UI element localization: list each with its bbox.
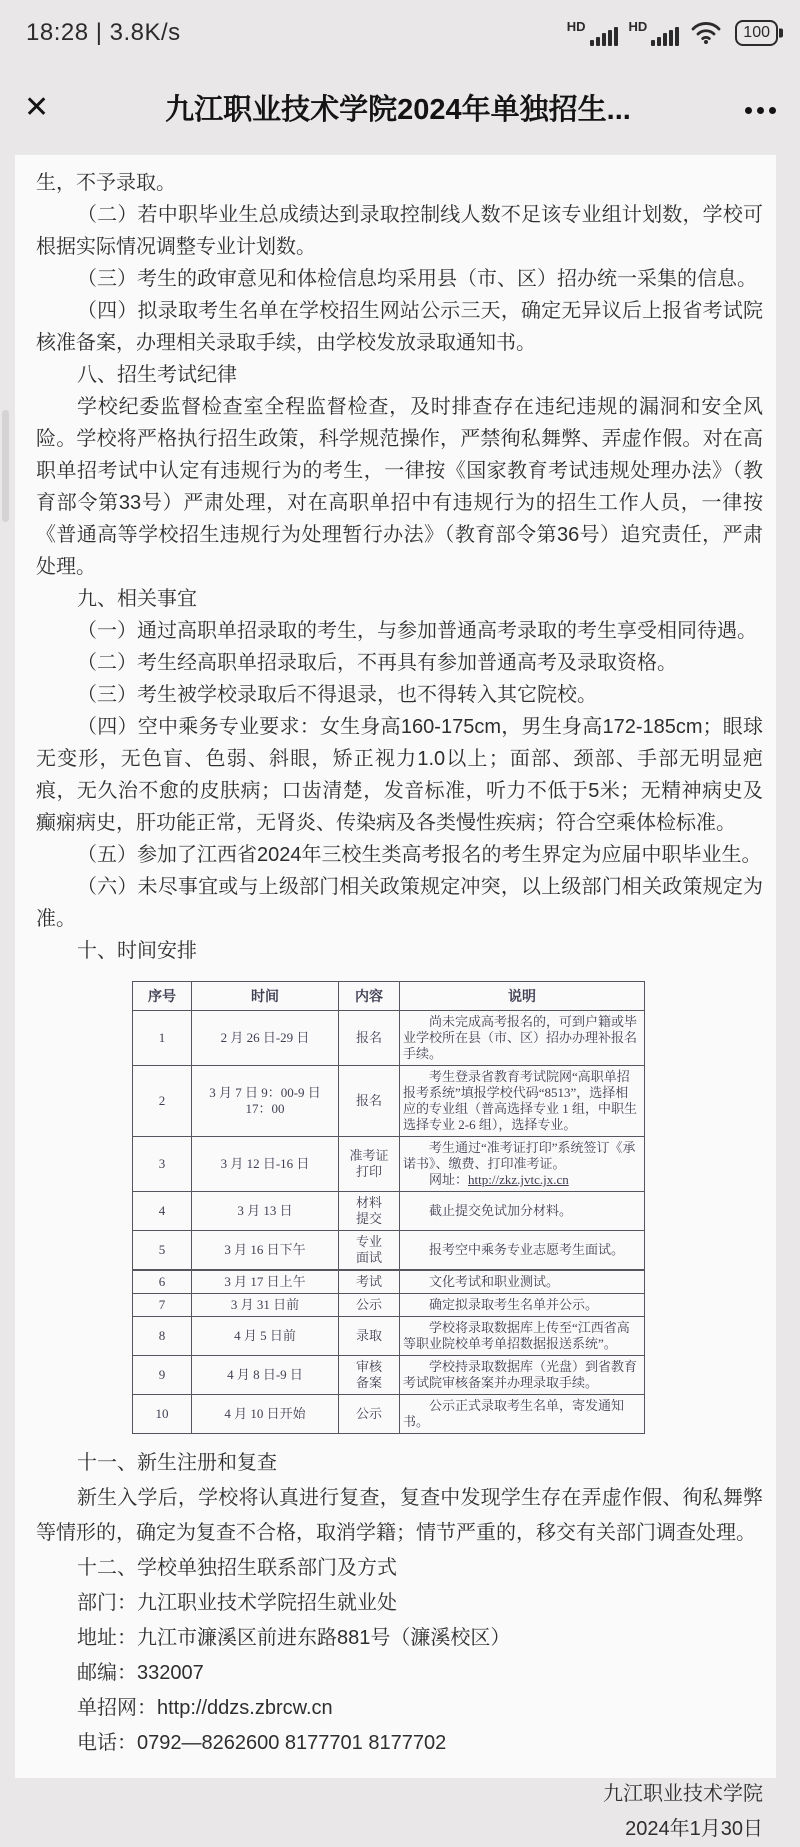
section-heading: 九、相关事宜 — [77, 588, 197, 610]
row-description: 尚未完成高考报名的，可到户籍或毕业学校所在县（市、区）招办办理补报名手续。 — [400, 1011, 645, 1066]
schedule-row — [133, 1231, 645, 1271]
schedule-header-row — [133, 982, 645, 1011]
schedule-row — [133, 1270, 645, 1294]
paragraph: （二）若中职毕业生总成绩达到录取控制线人数不足该专业组计划数，学校可根据实际情况调整专业计划数。 — [36, 204, 763, 258]
schedule-table-body — [133, 1011, 645, 1434]
row-description: 截止提交免试加分材料。 — [400, 1192, 645, 1231]
row-description: 学校持录取数据库（光盘）到省教育考试院审核备案并办理录取手续。 — [400, 1356, 645, 1395]
exam-ticket-url[interactable]: http://zkz.jvtc.jx.cn — [468, 1172, 569, 1187]
row-time: 4 月 8 日-9 日 — [192, 1356, 339, 1395]
paragraph: 新生入学后，学校将认真进行复查，复查中发现学生存在弄虚作假、徇私舞弊等情形的，确定为复查不合格，取消学籍；情节严重的，移交有关部门调查处理。 — [36, 1487, 763, 1544]
row-time: 3 月 7 日 9：00-9 日 17：00 — [192, 1066, 339, 1137]
page-title: 九江职业技术学院2024年单独招生... — [165, 94, 631, 126]
cellular-signal-icon-sim1 — [566, 18, 618, 46]
row-no: 5 — [133, 1231, 192, 1271]
row-no: 3 — [133, 1137, 192, 1192]
row-time: 4 月 10 日开始 — [192, 1395, 339, 1434]
schedule-row — [133, 1317, 645, 1356]
contact-department: 部门：九江职业技术学院招生就业处 — [77, 1592, 397, 1614]
signature: 九江职业技术学院 — [603, 1783, 763, 1805]
section-heading: 十、时间安排 — [77, 940, 197, 962]
schedule-row — [133, 1294, 645, 1317]
row-time: 2 月 26 日-29 日 — [192, 1011, 339, 1066]
scrollbar[interactable] — [2, 410, 9, 522]
paragraph: 学校纪委监督检查室全程监督检查，及时排查存在违纪违规的漏洞和安全风险。学校将严格执行招生政策，科学规范操作，严禁徇私舞弊、弄虚作假。对在高职单招考试中认定有违规行为的考生，一律按《国家教育考试违规处理办法》（教育部令第33号）严肃处理，对在高职单招中有违规行为的招生工作人员，一律按《普通高等学校招生违规行为处理暂行办法》（教育部令第36号）追究责任，严肃处理。 — [36, 396, 763, 578]
schedule-row — [133, 1011, 645, 1066]
section-heading: 八、招生考试纪律 — [77, 364, 237, 386]
paragraph: （一）通过高职单招录取的考生，与参加普通高考录取的考生享受相同待遇。 — [77, 620, 757, 642]
contact-address: 地址：九江市濂溪区前进东路881号（濂溪校区） — [77, 1627, 511, 1649]
after-table-section — [36, 1446, 763, 1847]
schedule-row — [133, 1137, 645, 1192]
row-content: 报名 — [339, 1066, 400, 1137]
schedule-row — [133, 1395, 645, 1434]
row-no: 4 — [133, 1192, 192, 1231]
row-no: 8 — [133, 1317, 192, 1356]
row-content: 录取 — [339, 1317, 400, 1356]
row-content: 专业 面试 — [339, 1231, 400, 1271]
paragraph: （二）考生经高职单招录取后，不再具有参加普通高考及录取资格。 — [77, 652, 677, 674]
status-bar — [0, 0, 800, 60]
schedule-row — [133, 1066, 645, 1137]
row-description: 报考空中乘务专业志愿考生面试。 — [400, 1231, 645, 1271]
paragraph: （三）考生被学校录取后不得退录，也不得转入其它院校。 — [77, 684, 597, 706]
contact-postcode: 邮编：332007 — [77, 1662, 204, 1684]
paragraph: （四）空中乘务专业要求：女生身高160-175cm，男生身高172-185cm；眼球无变形，无色盲、色弱、斜眼，矫正视力1.0以上；面部、颈部、手部无明显疤痕，无久治不愈的皮肤病；口齿清楚，发音标准，听力不低于5米；无精神病史及癫痫病史，肝功能正常，无肾炎、传染病及各类慢性疾病；符合空乘体检标准。 — [36, 716, 763, 834]
section-heading: 十一、新生注册和复查 — [77, 1452, 277, 1474]
row-no: 2 — [133, 1066, 192, 1137]
row-description: 确定拟录取考生名单并公示。 — [400, 1294, 645, 1317]
col-header-content: 内容 — [339, 982, 400, 1011]
document-page — [15, 155, 776, 1840]
row-content: 准考证 打印 — [339, 1137, 400, 1192]
row-time: 3 月 16 日下午 — [192, 1231, 339, 1271]
battery-level: 100 — [743, 24, 770, 41]
row-content: 材料 提交 — [339, 1192, 400, 1231]
status-icons — [567, 17, 778, 50]
contact-phone: 电话：0792—8262600 8177701 8177702 — [77, 1732, 447, 1754]
hd-voice-label: HD — [628, 18, 648, 34]
battery-icon — [735, 20, 778, 46]
row-content: 审核 备案 — [339, 1356, 400, 1395]
row-time: 3 月 31 日前 — [192, 1294, 339, 1317]
paragraph: （五）参加了江西省2024年三校生类高考报名的考生界定为应届中职毕业生。 — [77, 844, 762, 866]
hd-voice-label: HD — [566, 18, 586, 34]
paragraph: （三）考生的政审意见和体检信息均采用县（市、区）招办统一采集的信息。 — [77, 268, 757, 290]
row-content: 公示 — [339, 1395, 400, 1434]
row-content: 考试 — [339, 1270, 400, 1294]
clock-and-speed-text: 18:28 | 3.8K/s — [26, 19, 181, 46]
signal-bars-icon — [588, 24, 618, 46]
schedule-table — [132, 981, 645, 1434]
row-description: 文化考试和职业测试。 — [400, 1270, 645, 1294]
more-menu-icon[interactable] — [720, 101, 776, 114]
row-content: 公示 — [339, 1294, 400, 1317]
wifi-icon — [690, 19, 722, 50]
col-header-desc: 说明 — [400, 982, 645, 1011]
row-no: 9 — [133, 1356, 192, 1395]
row-no: 1 — [133, 1011, 192, 1066]
title-bar — [0, 60, 800, 155]
schedule-row — [133, 1192, 645, 1231]
close-icon[interactable]: ✕ — [24, 91, 50, 124]
row-time: 3 月 13 日 — [192, 1192, 339, 1231]
col-header-no: 序号 — [133, 982, 192, 1011]
signal-bars-icon — [649, 24, 679, 46]
url-label: 网址： — [429, 1172, 469, 1187]
col-header-time: 时间 — [192, 982, 339, 1011]
paragraph: （六）未尽事宜或与上级部门相关政策规定冲突，以上级部门相关政策规定为准。 — [36, 876, 763, 930]
paragraph: （四）拟录取考生名单在学校招生网站公示三天，确定无异议后上报省考试院核准备案，办理相关录取手续，由学校发放录取通知书。 — [36, 300, 763, 354]
row-time: 3 月 17 日上午 — [192, 1270, 339, 1294]
row-no: 10 — [133, 1395, 192, 1434]
signature-date: 2024年1月30日 — [625, 1818, 763, 1840]
contact-website: 单招网：http://ddzs.zbrcw.cn — [77, 1697, 333, 1719]
cellular-signal-icon-sim2 — [628, 18, 680, 46]
row-time: 3 月 12 日-16 日 — [192, 1137, 339, 1192]
row-description: 考生登录省教育考试院网“高职单招报考系统”填报学校代码“8513”，选择相应的专业组（普高选择专业 1 组，中职生选择专业 2-6 组），选择专业。 — [400, 1066, 645, 1137]
section-heading: 十二、学校单独招生联系部门及方式 — [77, 1557, 397, 1579]
row-description: 考生通过“准考证打印”系统签订《承诺书》、缴费、打印准考证。 网址：http://zkz.jvtc.jx.cn — [400, 1137, 645, 1192]
row-no: 6 — [133, 1270, 192, 1294]
schedule-row — [133, 1356, 645, 1395]
row-no: 7 — [133, 1294, 192, 1317]
row-description: 公示正式录取考生名单，寄发通知书。 — [400, 1395, 645, 1434]
paragraph: 生，不予录取。 — [36, 172, 176, 194]
row-time: 4 月 5 日前 — [192, 1317, 339, 1356]
row-content: 报名 — [339, 1011, 400, 1066]
row-description: 学校将录取数据库上传至“江西省高等职业院校单考单招数据报送系统”。 — [400, 1317, 645, 1356]
